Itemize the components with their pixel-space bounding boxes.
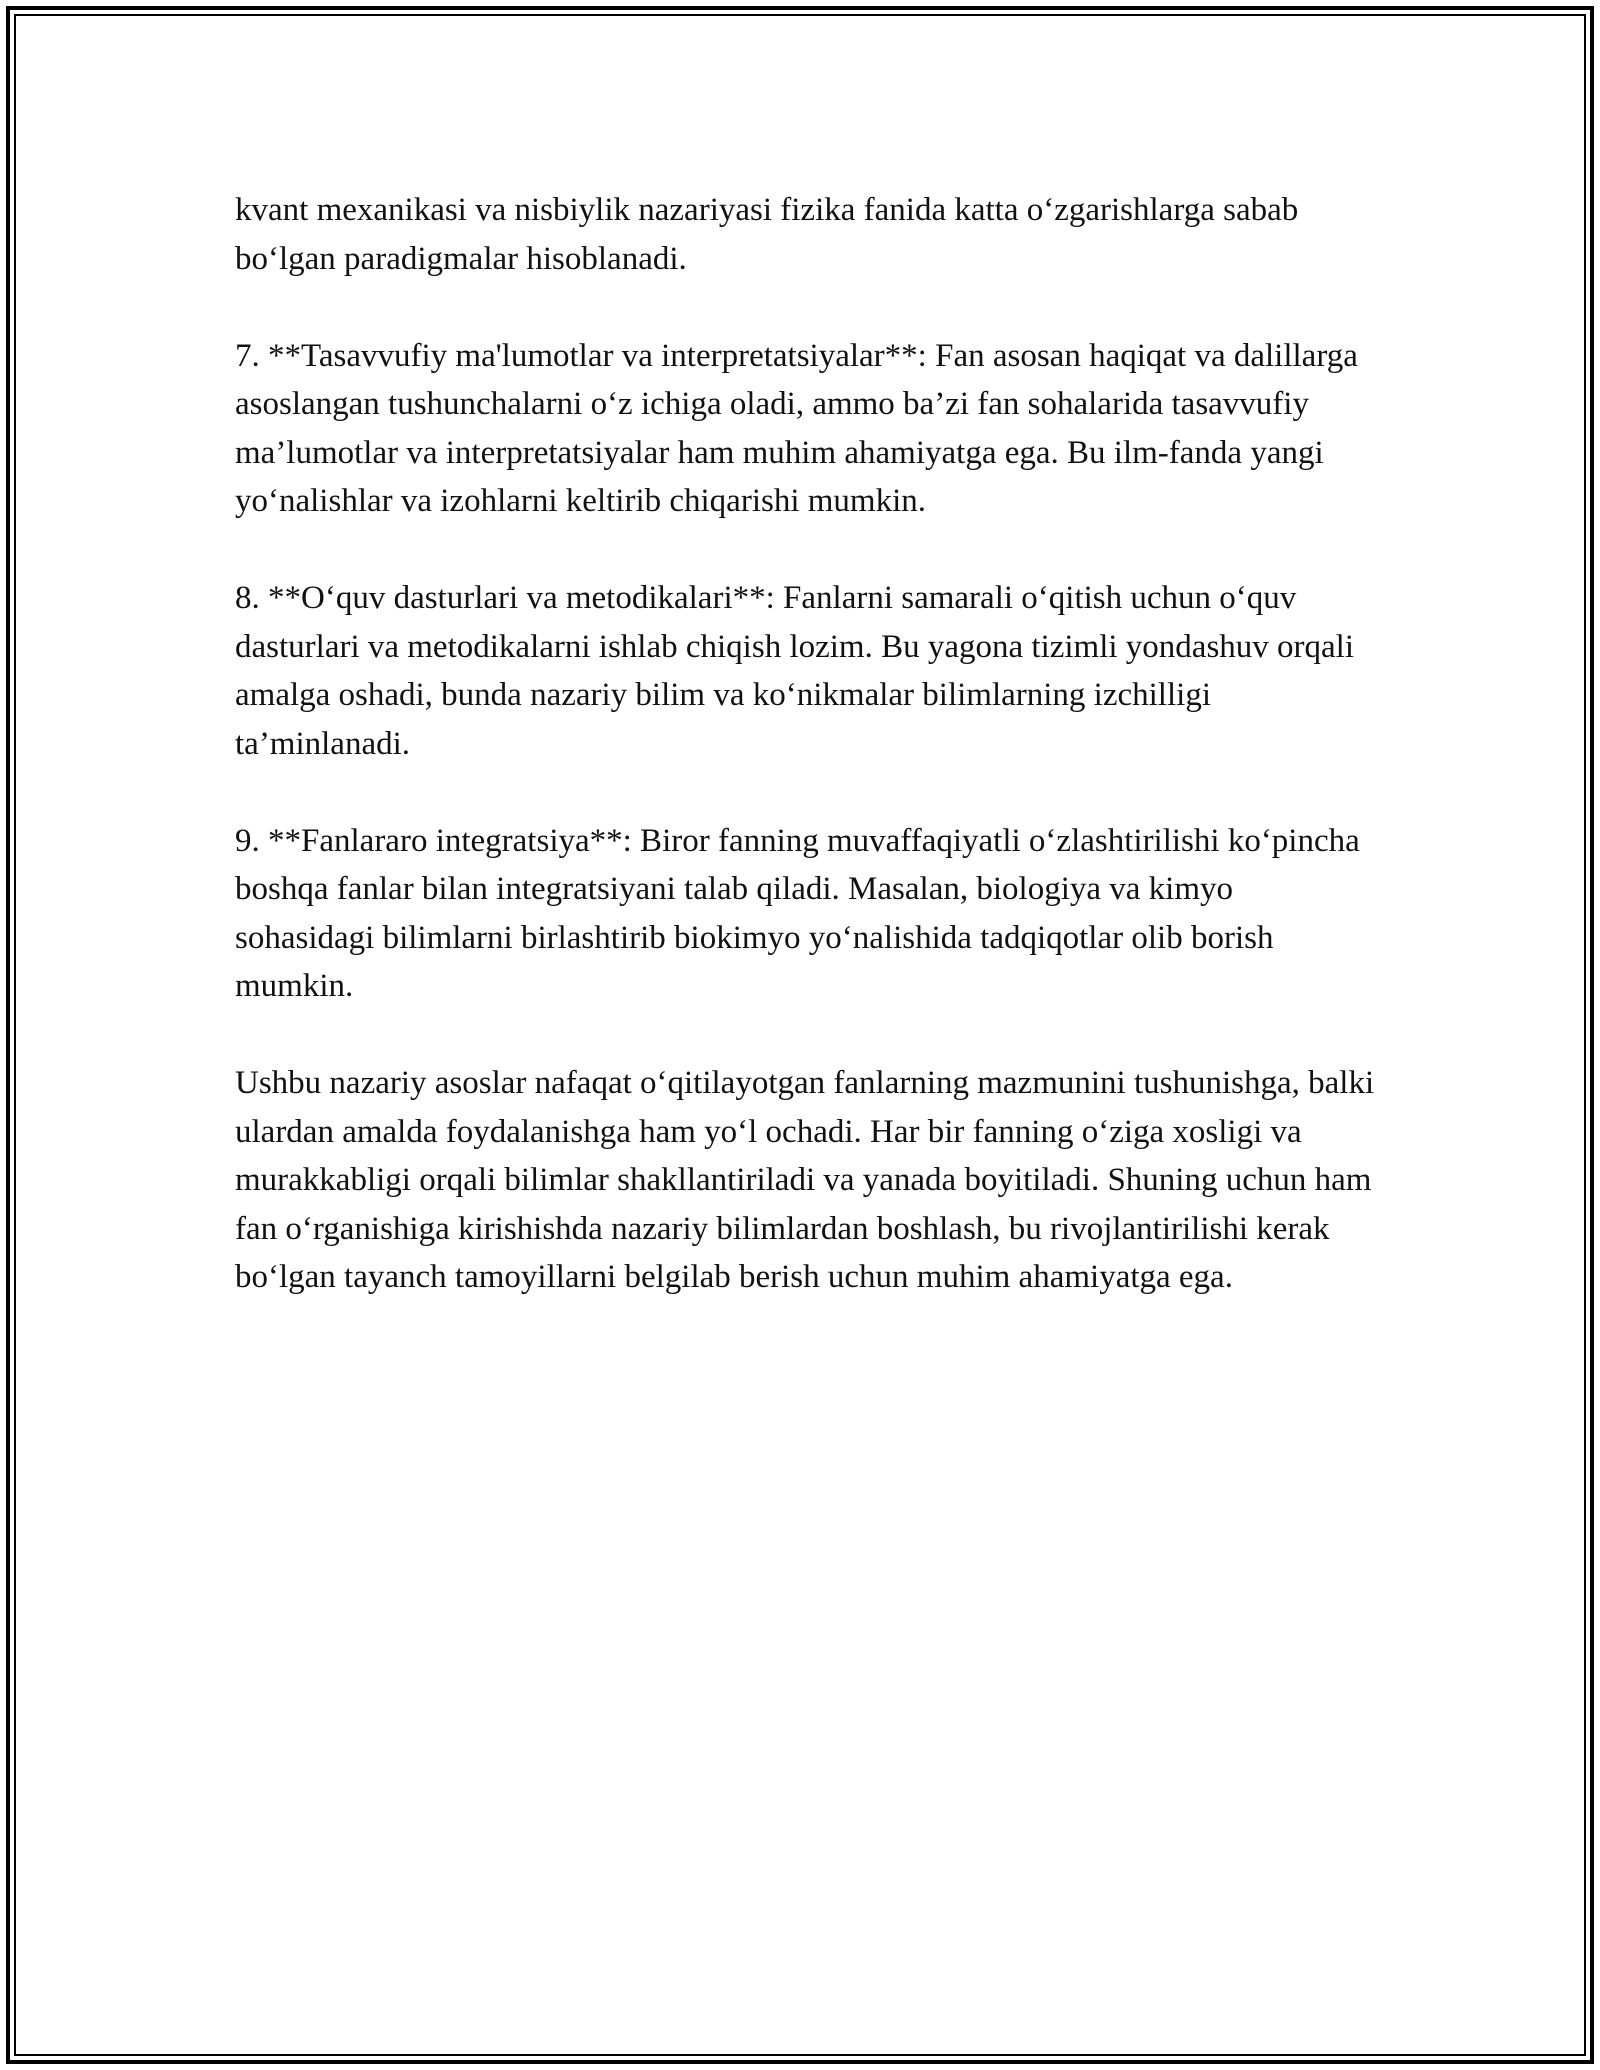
paragraph-item-9: 9. **Fanlararo integratsiya**: Biror fanning muvaffaqiyatli o‘zlashtirilishi ko‘pincha boshqa fanlar bilan integratsiyani talab qiladi. Masalan, biologiya va kimyo sohasidagi bilimlarni birlashtirib biokimyo yo‘nalishida tadqiqotlar olib borish mumkin. [235, 822, 1360, 1004]
document-body [235, 186, 1375, 1350]
paragraph-conclusion: Ushbu nazariy asoslar nafaqat o‘qitilayotgan fanlarning mazmunini tushunishga, balki ulardan amalda foydalanishga ham yo‘l ochadi. Har bir fanning o‘ziga xosligi va murakkabligi orqali bilimlar shakllantiriladi va yanada boyitiladi. Shuning uchun ham fan o‘rganishiga kirishishda nazariy bilimlardan boshlash, bu rivojlantirilishi kerak bo‘lgan tayanch tamoyillarni belgilab berish uchun muhim ahamiyatga ega. [235, 1065, 1375, 1295]
paragraph-item-8: 8. **O‘quv dasturlari va metodikalari**: Fanlarni samarali o‘qitish uchun o‘quv dasturlari va metodikalarni ishlab chiqish lozim. Bu yagona tizimli yondashuv orqali amalga oshadi, bunda nazariy bilim va ko‘nikmalar bilimlarning izchilligi ta’minlanadi. [235, 580, 1355, 762]
paragraph-item-7: 7. **Tasavvufiy ma'lumotlar va interpretatsiyalar**: Fan asosan haqiqat va dalillarga asoslangan tushunchalarni o‘z ichiga oladi, ammo ba’zi fan sohalarida tasavvufiy ma’lumotlar va interpretatsiyalar ham muhim ahamiyatga ega. Bu ilm-fanda yangi yo‘nalishlar va izohlarni keltirib chiqarishi mumkin. [235, 337, 1358, 519]
paragraph-continuation: kvant mexanikasi va nisbiylik nazariyasi fizika fanida katta o‘zgarishlarga sabab bo‘lgan paradigmalar hisoblanadi. [235, 192, 1299, 277]
